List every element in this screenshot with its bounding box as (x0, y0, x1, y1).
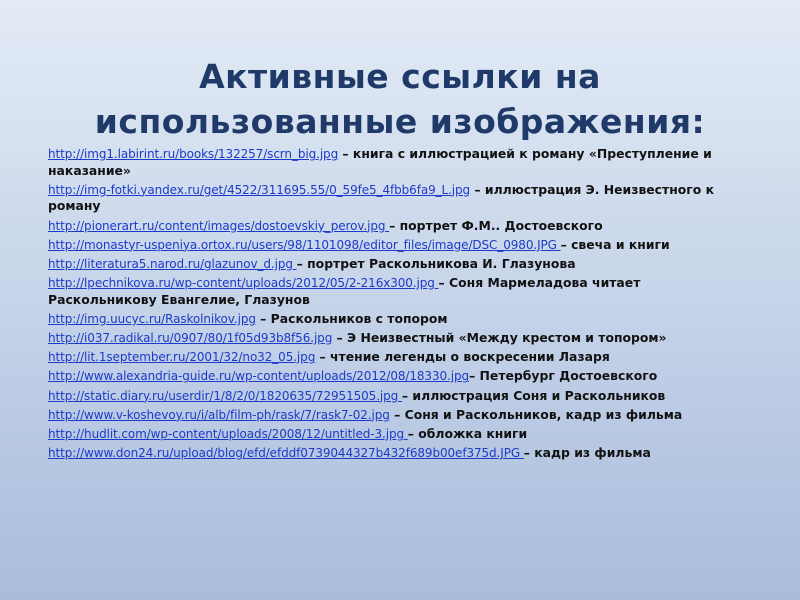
slide-title-line-1: Активные ссылки на (199, 57, 601, 97)
reference-item (48, 311, 748, 328)
reference-item (48, 388, 748, 405)
reference-description: – иллюстрация Соня и Раскольников (401, 387, 666, 403)
reference-description: – Раскольников с топором (255, 310, 448, 326)
reference-link[interactable]: http://img-fotki.yandex.ru/get/4522/311695.55/0_59fe5_4fbb6fa9_L.jpg (48, 182, 471, 197)
reference-description: – Соня и Раскольников, кадр из фильма (389, 406, 683, 422)
reference-link[interactable]: http://img.uucyc.ru/Raskolnikov.jpg (48, 311, 256, 326)
reference-link[interactable]: http://img1.labirint.ru/books/132257/scrn_big.jpg (48, 147, 339, 161)
reference-description: – Петербург Достоевского (469, 368, 658, 384)
reference-description: – обложка книги (407, 426, 528, 442)
reference-description: – свеча и книги (560, 236, 670, 252)
reference-link[interactable]: http://hudlit.com/wp-content/uploads/2008/12/untitled-3.jpg (48, 427, 408, 442)
reference-item (48, 349, 748, 366)
reference-link[interactable]: http://lpechnikova.ru/wp-content/uploads/2012/05/2-216x300.jpg (48, 276, 439, 291)
reference-description: – портрет Ф.М.. Достоевского (389, 217, 603, 233)
reference-link[interactable]: http://i037.radikal.ru/0907/80/1f05d93b8f56.jpg (48, 331, 333, 346)
reference-item (48, 237, 748, 254)
reference-link[interactable]: http://pionerart.ru/content/images/dostoevskiy_perov.jpg (48, 218, 390, 233)
reference-link[interactable]: http://monastyr-uspeniya.ortox.ru/users/98/1101098/editor_files/image/DSC_0980.JPG (48, 237, 561, 252)
reference-link[interactable]: http://literatura5.narod.ru/glazunov_d.jpg (48, 256, 297, 271)
reference-item (48, 426, 748, 443)
reference-description: – иллюстрация Э. Неизвестного к роману (48, 181, 714, 214)
reference-link[interactable]: http://www.v-koshevoy.ru/i/alb/film-ph/rask/7/rask7-02.jpg (48, 407, 390, 422)
reference-item (48, 275, 748, 308)
reference-description: – книга с иллюстрацией к роману «Преступление и наказание» (48, 146, 712, 178)
reference-list (48, 146, 748, 464)
slide-title (0, 54, 800, 144)
reference-description: – кадр из фильма (523, 445, 651, 461)
reference-description: – Соня Мармеладова читает Раскольникову Евангелие, Глазунов (48, 275, 641, 307)
reference-item (48, 218, 748, 235)
reference-description: – чтение легенды о воскресении Лазаря (315, 349, 610, 365)
reference-item (48, 445, 748, 462)
reference-item (48, 146, 748, 179)
reference-item (48, 407, 748, 424)
reference-link[interactable]: http://static.diary.ru/userdir/1/8/2/0/1820635/72951505.jpg (48, 388, 402, 403)
slide-title-line-2: использованные изображения: (94, 102, 706, 142)
reference-item (48, 368, 748, 385)
reference-item (48, 256, 748, 273)
reference-link[interactable]: http://lit.1september.ru/2001/32/no32_05.jpg (48, 350, 316, 365)
reference-item (48, 330, 748, 347)
reference-link[interactable]: http://www.don24.ru/upload/blog/efd/efddf0739044327b432f689b00ef375d.JPG (48, 446, 524, 461)
reference-description: – портрет Раскольникова И. Глазунова (296, 255, 576, 271)
reference-link[interactable]: http://www.alexandria-guide.ru/wp-content/uploads/2012/08/18330.jpg (48, 369, 470, 384)
reference-description: – Э Неизвестный «Между крестом и топором» (332, 330, 667, 346)
reference-item (48, 182, 748, 215)
